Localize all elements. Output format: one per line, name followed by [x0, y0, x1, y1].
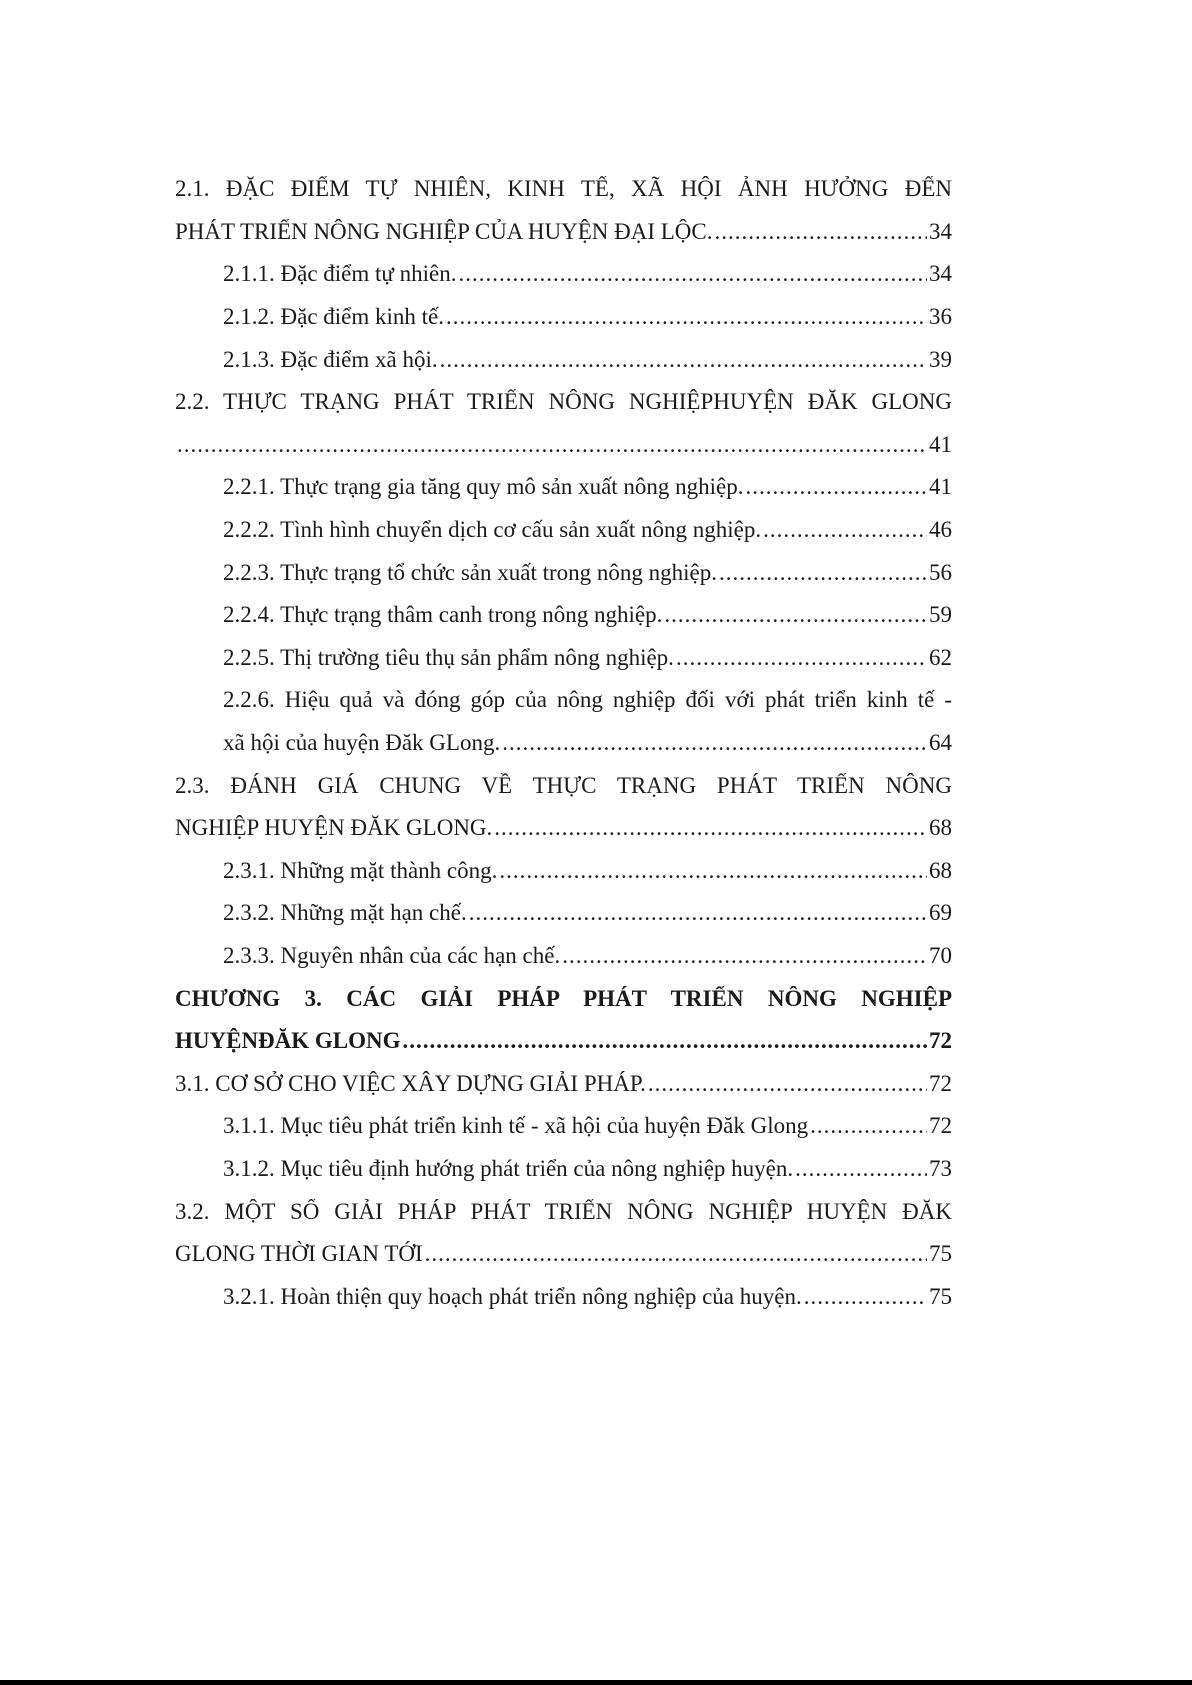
toc-page-number: 69 [929, 900, 952, 926]
toc-entry-title: CHƯƠNG 3. CÁC GIẢI PHÁP PHÁT TRIỂN NÔNG NGHIỆP [175, 985, 952, 1011]
toc-entry-title: 3.2. MỘT SỐ GIẢI PHÁP PHÁT TRIỂN NÔNG NGHIỆP HUYỆN ĐĂK [175, 1198, 952, 1224]
toc-entry[interactable] [175, 1020, 952, 1063]
toc-entry[interactable] [175, 253, 952, 296]
toc-page-number: 72 [929, 1028, 952, 1054]
toc-entry-title: 3.1. CƠ SỞ CHO VIỆC XÂY DỰNG GIẢI PHÁP. [175, 1070, 646, 1096]
toc-entry-title: 3.1.1. Mục tiêu phát triển kinh tế - xã hội của huyện Đăk Glong [223, 1113, 809, 1139]
toc-dot-leader [763, 517, 927, 543]
toc-page-number: 62 [929, 644, 952, 670]
toc-entry-title: PHÁT TRIỂN NÔNG NGHIỆP CỦA HUYỆN ĐẠI LỘC. [175, 218, 713, 244]
toc-page-number: 36 [929, 304, 952, 330]
toc-dot-leader [804, 1284, 927, 1310]
toc-dot-leader [664, 602, 927, 628]
toc-entry-title: 2.2.4. Thực trạng thâm canh trong nông nghiệp. [223, 602, 663, 628]
toc-entry[interactable] [175, 807, 952, 850]
toc-entry-title: 3.1.2. Mục tiêu định hướng phát triển của nông nghiệp huyện. [223, 1155, 794, 1181]
toc-dot-leader [562, 943, 927, 969]
toc-entry-title: 2.3.2. Những mặt hạn chế. [223, 900, 467, 926]
toc-dot-leader [440, 347, 927, 373]
toc-heading-line [175, 1190, 952, 1233]
toc-dot-leader [676, 645, 927, 671]
toc-heading-line [175, 764, 952, 807]
toc-entry[interactable] [175, 1233, 952, 1276]
toc-page-number: 34 [929, 218, 952, 244]
toc-dot-leader [810, 1113, 927, 1139]
toc-entry-title: 2.1. ĐẶC ĐIỂM TỰ NHIÊN, KINH TẾ, XÃ HỘI ẢNH HƯỞNG ĐẾN [175, 176, 952, 202]
table-of-contents [175, 168, 952, 1318]
toc-entry-title: 2.2.5. Thị trường tiêu thụ sản phẩm nông nghiệp. [223, 644, 674, 670]
toc-entry[interactable] [175, 892, 952, 935]
toc-page-number: 41 [929, 431, 952, 457]
toc-dot-leader [719, 560, 927, 586]
toc-entry[interactable] [175, 1062, 952, 1105]
toc-page-number: 59 [929, 602, 952, 628]
toc-page-number: 73 [929, 1155, 952, 1181]
toc-entry-title: NGHIỆP HUYỆN ĐĂK GLONG. [175, 815, 493, 841]
toc-entry-title: 2.2.6. Hiệu quả và đóng góp của nông nghiệp đối với phát triển kinh tế - [223, 687, 952, 713]
toc-entry-title: 2.1.1. Đặc điểm tự nhiên. [223, 261, 457, 287]
toc-dot-leader [177, 432, 927, 458]
toc-entry[interactable] [175, 1105, 952, 1148]
toc-dot-leader [499, 858, 927, 884]
toc-entry[interactable] [175, 1275, 952, 1318]
toc-page-number: 75 [929, 1283, 952, 1309]
toc-dot-leader [648, 1071, 927, 1097]
toc-entry-title: 2.2.3. Thực trạng tổ chức sản xuất trong nông nghiệp. [223, 559, 717, 585]
toc-entry[interactable] [175, 551, 952, 594]
toc-entry-title: 2.3. ĐÁNH GIÁ CHUNG VỀ THỰC TRẠNG PHÁT TRIỂN NÔNG [175, 772, 952, 798]
toc-entry[interactable] [175, 850, 952, 893]
toc-entry-title: 2.2. THỰC TRẠNG PHÁT TRIỂN NÔNG NGHIỆPHUYỆN ĐĂK GLONG [175, 389, 952, 415]
toc-page-number: 46 [929, 517, 952, 543]
toc-dot-leader [425, 1241, 927, 1267]
toc-dot-leader [502, 730, 927, 756]
toc-dot-leader [469, 900, 927, 926]
toc-page-number: 68 [929, 815, 952, 841]
toc-entry[interactable] [175, 296, 952, 339]
toc-heading-line [175, 168, 952, 211]
toc-dot-leader [458, 261, 927, 287]
toc-dot-leader [746, 474, 927, 500]
toc-page-number: 34 [929, 261, 952, 287]
toc-page-number: 56 [929, 559, 952, 585]
toc-page-number: 72 [929, 1113, 952, 1139]
toc-entry-title: xã hội của huyện Đăk GLong. [223, 730, 501, 756]
toc-page-number: 64 [929, 730, 952, 756]
toc-page-number: 41 [929, 474, 952, 500]
toc-heading-line [175, 679, 952, 722]
toc-entry[interactable] [175, 424, 952, 467]
toc-entry[interactable] [175, 722, 952, 765]
toc-dot-leader [446, 304, 927, 330]
toc-entry-title: 2.2.2. Tình hình chuyển dịch cơ cấu sản xuất nông nghiệp. [223, 517, 762, 543]
toc-entry[interactable] [175, 509, 952, 552]
toc-entry[interactable] [175, 935, 952, 978]
toc-entry-title: 2.1.3. Đặc điểm xã hội. [223, 346, 438, 372]
toc-dot-leader [795, 1156, 927, 1182]
toc-entry[interactable] [175, 1148, 952, 1191]
toc-entry-title: 2.3.1. Những mặt thành công. [223, 857, 498, 883]
toc-page-number: 68 [929, 857, 952, 883]
toc-entry-title: GLONG THỜI GIAN TỚI [175, 1241, 423, 1267]
toc-dot-leader [403, 1028, 927, 1054]
page-bottom-edge [0, 1680, 1192, 1685]
toc-entry-title: 2.3.3. Nguyên nhân của các hạn chế. [223, 942, 561, 968]
toc-dot-leader [715, 219, 927, 245]
toc-heading-line [175, 381, 952, 424]
toc-page-number: 70 [929, 942, 952, 968]
toc-page-number: 39 [929, 346, 952, 372]
toc-entry-title: 2.1.2. Đặc điểm kinh tế. [223, 304, 445, 330]
toc-page-number: 75 [929, 1241, 952, 1267]
toc-entry-title: 3.2.1. Hoàn thiện quy hoạch phát triển nông nghiệp của huyện. [223, 1283, 802, 1309]
toc-entry[interactable] [175, 466, 952, 509]
toc-entry[interactable] [175, 594, 952, 637]
toc-heading-line [175, 977, 952, 1020]
toc-entry[interactable] [175, 338, 952, 381]
toc-entry[interactable] [175, 637, 952, 680]
toc-entry-title: HUYỆNĐĂK GLONG [175, 1028, 401, 1054]
toc-dot-leader [494, 815, 927, 841]
toc-entry-title: 2.2.1. Thực trạng gia tăng quy mô sản xuất nông nghiệp. [223, 474, 744, 500]
toc-entry[interactable] [175, 211, 952, 254]
toc-page-number: 72 [929, 1070, 952, 1096]
